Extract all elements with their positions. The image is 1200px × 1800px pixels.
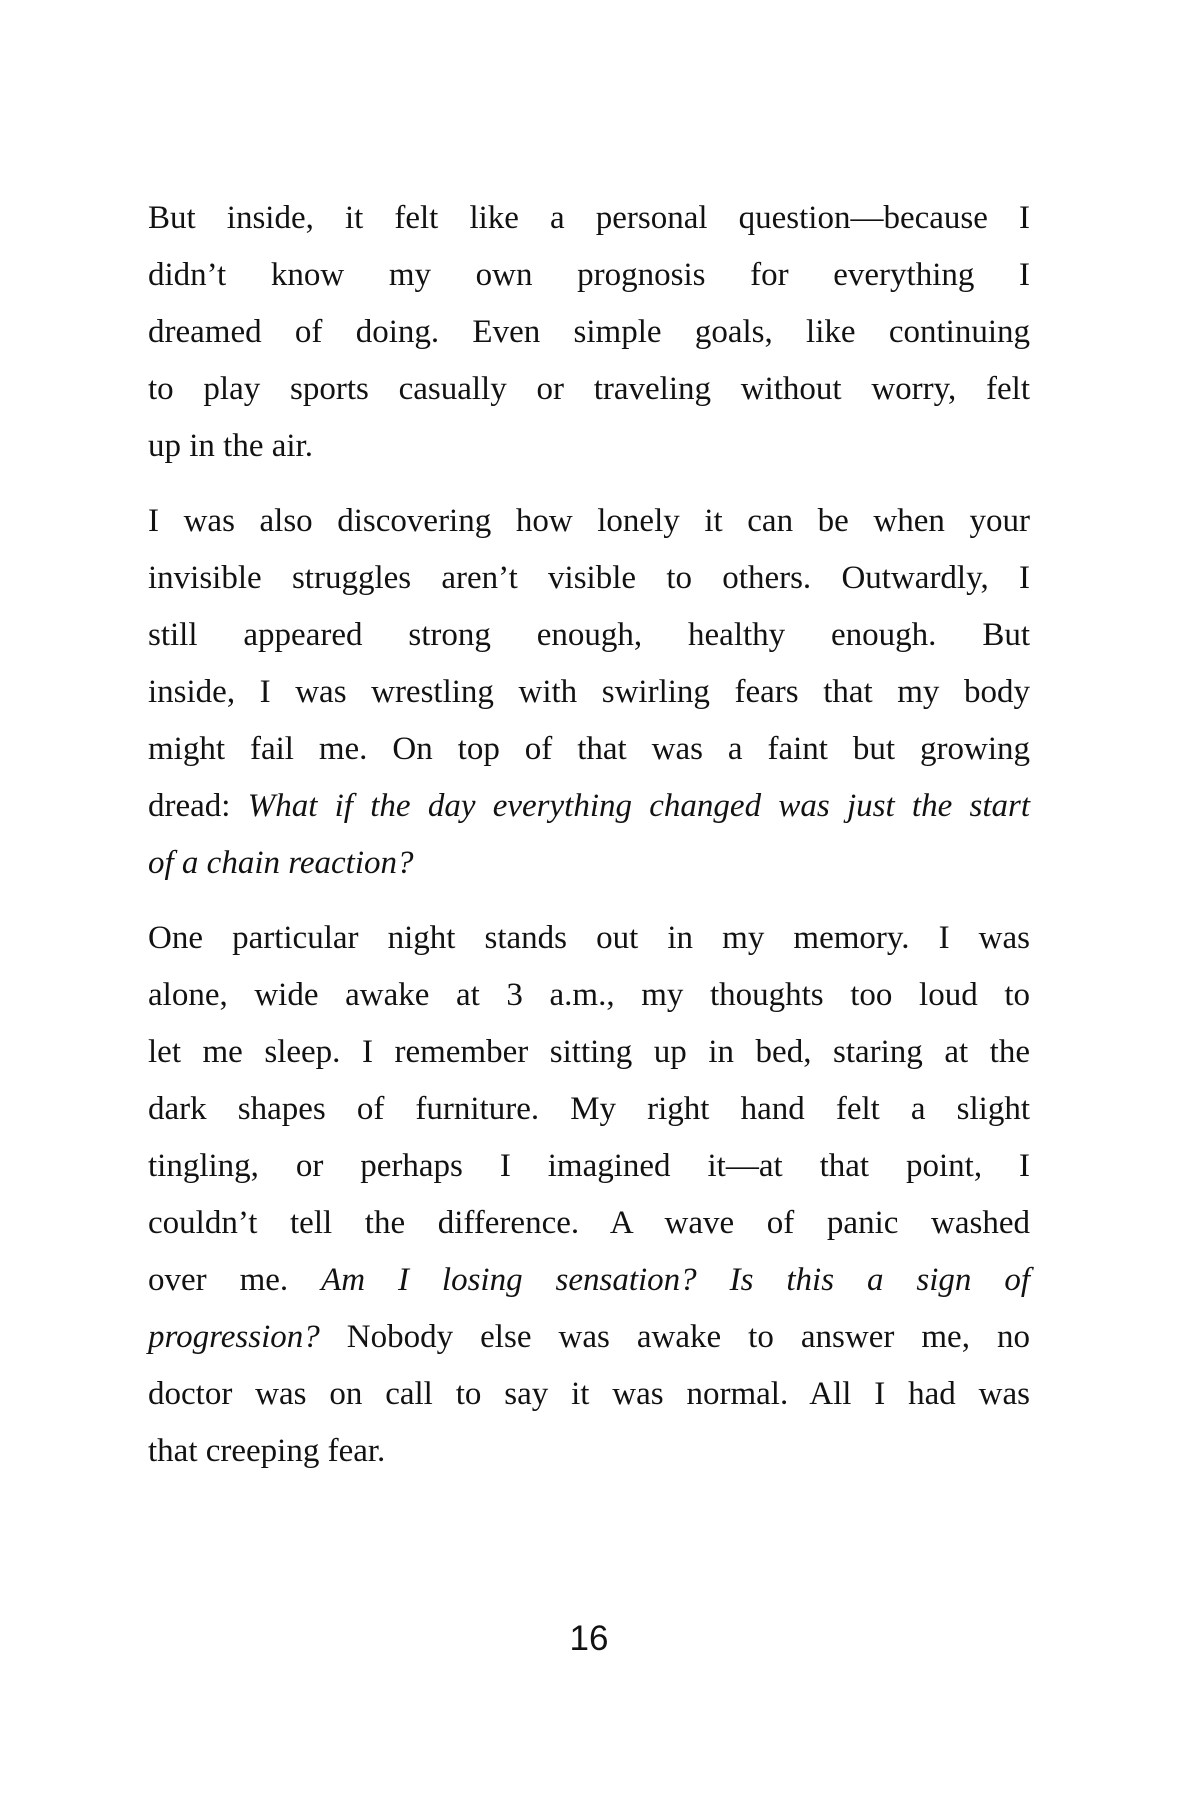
text-segment: dark shapes of furniture. My right hand felt a slight [148, 1091, 1030, 1127]
text-segment: didn’t know my own prognosis for everything I [148, 257, 1030, 293]
text-line [148, 1252, 1030, 1309]
text-line [148, 1195, 1030, 1252]
text-segment: still appeared strong enough, healthy enough. But [148, 617, 1030, 653]
text-line [148, 247, 1030, 304]
text-line [148, 190, 1030, 247]
page-number: 16 [569, 1619, 609, 1658]
text-segment: dread: [148, 788, 248, 824]
text-line [148, 721, 1030, 778]
italic-text-segment: of a chain reaction? [148, 845, 414, 881]
page-text [148, 190, 1030, 1498]
text-segment: over me. [148, 1262, 322, 1298]
italic-text-segment: Am I losing sensation? Is this a sign of [321, 1262, 1030, 1298]
text-segment: tingling, or perhaps I imagined it—at that point, I [148, 1148, 1030, 1184]
paragraph [148, 493, 1030, 892]
text-line [148, 835, 1030, 892]
italic-text-segment: What if the day everything changed was just the start [247, 788, 1030, 824]
text-segment: up in the air. [148, 428, 313, 464]
text-line [148, 1081, 1030, 1138]
italic-text-segment: progression? [148, 1319, 320, 1355]
text-line [148, 1138, 1030, 1195]
text-segment: inside, I was wrestling with swirling fears that my body [148, 674, 1030, 710]
paragraph [148, 910, 1030, 1480]
text-segment: I was also discovering how lonely it can be when your [148, 503, 1030, 539]
text-segment: to play sports casually or traveling without worry, felt [148, 371, 1030, 407]
text-segment: dreamed of doing. Even simple goals, like continuing [148, 314, 1030, 350]
text-line [148, 967, 1030, 1024]
text-line [148, 493, 1030, 550]
text-segment: But inside, it felt like a personal question—because I [148, 200, 1030, 236]
text-segment: alone, wide awake at 3 a.m., my thoughts too loud to [148, 977, 1030, 1013]
text-line [148, 1423, 1030, 1480]
text-segment: let me sleep. I remember sitting up in bed, staring at the [148, 1034, 1030, 1070]
text-segment: might fail me. On top of that was a faint but growing [148, 731, 1030, 767]
text-segment: invisible struggles aren’t visible to others. Outwardly, I [148, 560, 1030, 596]
text-segment: One particular night stands out in my memory. I was [148, 920, 1030, 956]
text-line [148, 418, 1030, 475]
text-line [148, 304, 1030, 361]
paragraph [148, 190, 1030, 475]
text-line [148, 778, 1030, 835]
text-line [148, 607, 1030, 664]
text-segment: couldn’t tell the difference. A wave of panic washed [148, 1205, 1030, 1241]
text-segment: Nobody else was awake to answer me, no [319, 1319, 1030, 1355]
text-line [148, 1366, 1030, 1423]
text-line [148, 1024, 1030, 1081]
text-segment: that creeping fear. [148, 1433, 386, 1469]
text-line [148, 550, 1030, 607]
text-line [148, 910, 1030, 967]
text-line [148, 664, 1030, 721]
text-line [148, 361, 1030, 418]
text-segment: doctor was on call to say it was normal. All I had was [148, 1376, 1030, 1412]
text-line [148, 1309, 1030, 1366]
